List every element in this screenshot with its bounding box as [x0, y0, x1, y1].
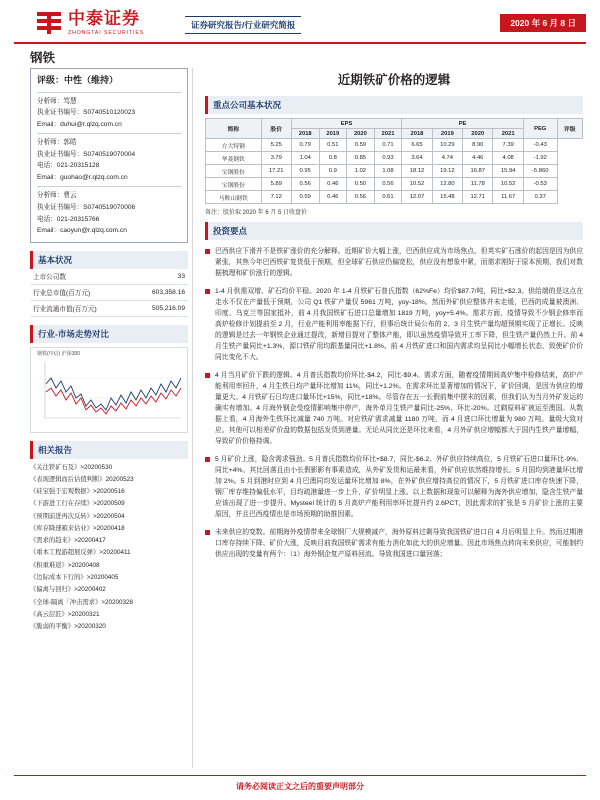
list-item[interactable]: 《下游进工行在存续》>20200509	[30, 500, 125, 508]
highlight-item	[205, 527, 583, 560]
th-year: 2018	[402, 129, 432, 139]
cell: 0.93	[374, 152, 402, 165]
page-header	[0, 0, 600, 46]
table-row	[206, 165, 583, 178]
header-divider	[14, 42, 586, 44]
list-item[interactable]: 《偏离与回归》>20200402	[30, 586, 106, 594]
th-year: 2019	[319, 129, 347, 139]
cell: 7.12	[261, 191, 291, 204]
analyst-row: 分析师：郭皓	[37, 139, 77, 147]
list-item[interactable]: 《脆弱的平衡》>20200320	[30, 623, 106, 631]
divider	[37, 186, 181, 187]
cell: 0.71	[374, 139, 402, 152]
highlight-text: 1-4 月供需双增、矿石均价平稳。2020 年 1-4 月铁矿石普氏指数（62%Fe）均价$87.7/吨，同比+$2.3。供给端的是这点在走水不仅在产量低于预期，公司 Q1 铁矿产量仅 5961 万吨，yoy-18%。然而外矿供应整体并未走缓，巴西的成量被澳洲、印度、乌克兰等国家抵补，前 4 月我国铁矿石进口总量增加 1819 万吨，yoy+5.4%。需求方面，疫情导致不少钢企修率而高炉检修计划提前至 2 月，行业产能利用率能据下行，但事后统计局公布的 2、3 月生铁产量均超预期实现了正增长。反映的逻辑是过去一年钢铁企业通过提改，新增目提对了整体产能，即以虽然疫情导致开工率下降，但生铁产量仍然上升。前 4 月生铁产量同比+1.3%，源口铁矿用均跟基量同比+1.8%。前 4 月铁矿进口和国内需求均呈同比小幅增长状态，致使矿价价同比变化不大。	[215, 288, 583, 361]
key-stocks-title: 重点公司基本状况	[205, 96, 583, 114]
highlight-item	[205, 454, 583, 520]
basic-key: 上市公司数	[30, 269, 131, 285]
table-header-row	[206, 119, 583, 129]
cell: 0.85	[347, 152, 375, 165]
highlight-text: 4 月当月矿价下跌的逻辑。4 月普氏指数均价环比-$4.2，同比-$9.4。需求方面，随着疫情期间高炉集中检修结束，高炉产能利用率回升，4 月生铁日均产量环比增加 11%，同比+1.2%。在需求环比显著增加的情况下，矿价回调，是因为供应的增量更大。4 月铁矿石日均进口量环比+15%，同比+18%。尽管存在五一长假前集中摆末的因素，但我们认为当月外矿发运的确实有增加。4 月海外钢企受疫情影响集中停产，海外单月生铁产量同比-25%、环比-20%。过剩原料矿被运至澳国。从数据上看，4 月海外生铁环比减量 740 万吨。对应铁矿需求减量 1180 万吨，而 4 月进口环比增量为 980 万吨。量级大致对应。其他可以相差矿价盘的数据包括发货到港量。无论从同比还是环比来看，4 月外矿供应增幅都大于国内生铁产量增幅，导致矿价价格持调。	[215, 372, 583, 445]
cell: 3.79	[261, 152, 291, 165]
table-note: 备注：股价取 2020 年 6 月 5 日收盘价	[205, 210, 308, 216]
sector-title: 钢铁	[30, 51, 56, 65]
page-title: 近期铁矿价格的逻辑	[337, 73, 451, 87]
cell: 4.74	[432, 152, 462, 165]
list-item[interactable]: 《需求的趋来》>20200417	[30, 537, 106, 545]
highlight-text: 未来供应的变数。前期海外疫情带来全球钢厂大规模减产，海外原料过剩导致我国铁矿进口自 4 月后明显上升。然而过期港口库存持续下降、矿价大涨，反映目前我国铁矿需求有能力消化如此大的供应增量。因此市场焦点转向未来供应，可能制约供应出现的变量有两个：（1）海外钢企复产原料回流。导致我国进口量回落；	[215, 529, 583, 558]
cell: 宝钢股份	[206, 165, 262, 178]
key-stocks-table	[205, 118, 583, 204]
th-rating: 评级	[557, 119, 582, 139]
basic-status-title: 基本状况	[30, 251, 188, 269]
brand-logo	[36, 10, 144, 36]
cell: 0.61	[374, 191, 402, 204]
th-year: 2021	[493, 129, 523, 139]
analyst-phone: 电话：021-20315128	[37, 162, 100, 170]
divider	[37, 92, 181, 93]
bullet-icon	[205, 289, 210, 294]
cell: 15.48	[432, 191, 462, 204]
brand-name-cn: 中泰证券	[68, 9, 140, 28]
cell: 宝钢股份	[206, 178, 262, 191]
cell: 4.08	[493, 152, 523, 165]
list-item[interactable]: 《重本工程游超展反弹》>20200411	[30, 549, 131, 557]
list-item[interactable]: 《高云层匠》>20200321	[30, 610, 100, 618]
cell: 5.89	[261, 178, 291, 191]
basic-value: 505,216.09	[131, 300, 188, 316]
divider	[37, 133, 181, 134]
cell: 18.12	[402, 165, 432, 178]
table-row	[206, 139, 583, 152]
analyst-row: 执业证书编号：S0740519070006	[37, 204, 136, 211]
highlight-text: 巴西供应下滑并不是铁矿涨价的充分解释。近期矿价大幅上涨，巴西供应成为市场焦点。但英实矿石涨价的起因是因为供应紧张，其焦今年巴西铁矿复货低于预期，但全球矿石供应仍偏宽松，供应没有想象中紧，而需求刚好于原本预期，我们对数据梳理和矿价涨行的逻辑。	[215, 248, 583, 277]
basic-status-table	[30, 269, 188, 317]
th-year: 2019	[432, 129, 462, 139]
cell: 0.95	[291, 165, 319, 178]
cell: 19.12	[432, 165, 462, 178]
analyst-row: 执业证书编号：S0740519070004	[37, 150, 136, 158]
zhongtai-logo-icon	[36, 10, 62, 36]
table-row	[30, 269, 188, 285]
cell: 0.79	[291, 139, 319, 152]
cell: 5.25	[261, 139, 291, 152]
cell: -5.860	[523, 165, 557, 178]
highlight-item	[205, 370, 583, 447]
column-divider	[192, 68, 193, 768]
analyst-phone: 电话：021-20315766	[37, 215, 100, 223]
th-year: 2018	[291, 129, 319, 139]
report-type-label: 证券研究报告/行业研究简报	[185, 16, 301, 34]
th-year: 2020	[347, 129, 375, 139]
cell: -0.43	[523, 139, 557, 152]
list-item[interactable]: 《边际成本下行的》>20200405	[30, 573, 119, 581]
cell: 0.46	[319, 191, 347, 204]
list-item[interactable]: 《全球-隔离「冲击需求》>20200328	[30, 598, 134, 606]
highlights-list	[205, 246, 583, 560]
logo-shape-icon	[36, 10, 62, 36]
basic-key: 行业总市值(百万元)	[30, 284, 131, 300]
list-item[interactable]: 《积重难返》>20200408	[30, 561, 100, 569]
table-row	[30, 300, 188, 316]
basic-key: 行业流通市值(百万元)	[30, 300, 131, 316]
cell: 0.51	[319, 139, 347, 152]
cell: 1.02	[347, 165, 375, 178]
cell: 10.29	[432, 139, 462, 152]
cell: 0.59	[291, 191, 319, 204]
cell: 0.9	[319, 165, 347, 178]
cell: 15.94	[493, 165, 523, 178]
analyst-row: 分析师：曹云	[37, 192, 77, 200]
related-reports-list	[30, 462, 188, 634]
table-row	[206, 178, 583, 191]
cell: 0.56	[374, 178, 402, 191]
market-trend-chart	[30, 347, 188, 433]
th-year: 2020	[463, 129, 493, 139]
cell: 4.46	[463, 152, 493, 165]
rating-label: 评级：中性（维持）	[37, 75, 119, 85]
cell: 0.37	[523, 191, 557, 204]
list-item[interactable]: 《库存降速箱来估业》>20200418	[30, 524, 125, 532]
right-column	[205, 68, 583, 567]
cell: 方大特钢	[206, 139, 262, 152]
cell: 华菱钢铁	[206, 152, 262, 165]
cell: 17.21	[261, 165, 291, 178]
chart-legend: 钢铁(中信) 沪深300	[37, 350, 81, 357]
analyst-row: 执业证书编号：S0740510120023	[37, 109, 136, 117]
analyst-email[interactable]: Email：duhui@r.qlzq.com.cn	[37, 120, 122, 128]
cell: 11.67	[493, 191, 523, 204]
cell: 7.39	[493, 139, 523, 152]
cell: 10.52	[493, 178, 523, 191]
cell: 11.78	[463, 178, 493, 191]
cell: 6.65	[402, 139, 432, 152]
bullet-icon	[205, 249, 210, 254]
analyst-email[interactable]: Email：guohao@r.qlzq.com.cn	[37, 173, 128, 181]
cell: 10.52	[402, 178, 432, 191]
analyst-row: 分析师：笃慧	[37, 97, 77, 105]
table-row	[30, 284, 188, 300]
footer-divider	[14, 775, 586, 776]
cell: 1.04	[291, 152, 319, 165]
left-column	[30, 68, 188, 633]
footer-disclaimer: 请务必阅读正文之后的重要声明部分	[236, 782, 364, 791]
cell: 12.80	[432, 178, 462, 191]
cell: -0.53	[523, 178, 557, 191]
chart-canvas	[31, 348, 187, 432]
th-year: 2021	[374, 129, 402, 139]
cell: 0.56	[347, 191, 375, 204]
cell: 0.59	[347, 139, 375, 152]
chart-section-title: 行业-市场走势对比	[30, 325, 188, 343]
th-eps: EPS	[291, 119, 401, 129]
cell: 12.07	[402, 191, 432, 204]
report-date: 2020 年 6 月 8 日	[500, 14, 586, 32]
th-name: 简称	[206, 119, 262, 139]
cell: 1.08	[374, 165, 402, 178]
highlight-item	[205, 286, 583, 363]
cell: 3.64	[402, 152, 432, 165]
cell: 8.90	[463, 139, 493, 152]
analyst-info-box	[30, 68, 188, 243]
bullet-icon	[205, 530, 210, 535]
th-pe: PE	[402, 119, 524, 129]
bullet-icon	[205, 373, 210, 378]
highlight-item	[205, 246, 583, 279]
cell: -1.92	[523, 152, 557, 165]
th-peg: PEG	[523, 119, 557, 139]
list-item[interactable]: 《预期前进再次反转》>20200504	[30, 512, 125, 520]
list-item[interactable]: 《关注铁矿石及》>20200530	[30, 463, 113, 471]
related-reports-title: 相关报告	[30, 441, 188, 459]
cell: 16.87	[463, 165, 493, 178]
bullet-icon	[205, 457, 210, 462]
cell: 0.50	[347, 178, 375, 191]
table-row	[206, 152, 583, 165]
cell: 12.71	[463, 191, 493, 204]
th-price: 股价	[261, 119, 291, 139]
cell: 0.8	[319, 152, 347, 165]
highlight-text: 5 月矿价上涨，隐含需求强劲。5 月普氏指数均价环比+$8.7，同比-$6.2。外矿供应持续高位，5 月铁矿石进口量环比-9%、同比+4%。其比回落且由小长假影影有事素造成，从外矿发货和运最来看，外矿供应依然维持增长。5 月国均到港量环比增加 2%。5 月到港时应到 4 月巴澳同均发运量环比增加 8%，在外矿供应增持高位的情况下，5 月铁矿进口库存快速下降，钢厂库存维持偏低水平，目均疏港量进一步上升，矿价明显上涨。以上数据和现象可以解释为海外供应增加，隐含生铁产量应该出现了进一步提升。Mysteel 统计的 5 月高炉产能利用率环比提升约 2.6PCT，因此需求的扩张是 5 月矿价上涨的主要原因，并且巴西疫情也是市场预期的助推因素。	[215, 456, 583, 518]
list-item[interactable]: 《表现逻辑而后估值判断》20200523	[30, 475, 134, 483]
cell: 马鞍山钢铁	[206, 191, 262, 204]
basic-value: 33	[131, 269, 188, 285]
brand-name-en: ZHONGTAI SECURITIES	[68, 30, 145, 36]
list-item[interactable]: 《硅宝强于宏观数据》>20200516	[30, 488, 125, 496]
basic-value: 603,358.16	[131, 284, 188, 300]
table-row	[206, 191, 583, 204]
analyst-email[interactable]: Email：caoyun@r.qlzq.com.cn	[37, 227, 127, 235]
cell: 0.46	[319, 178, 347, 191]
highlights-title: 投资要点	[205, 222, 583, 240]
cell: 0.56	[291, 178, 319, 191]
